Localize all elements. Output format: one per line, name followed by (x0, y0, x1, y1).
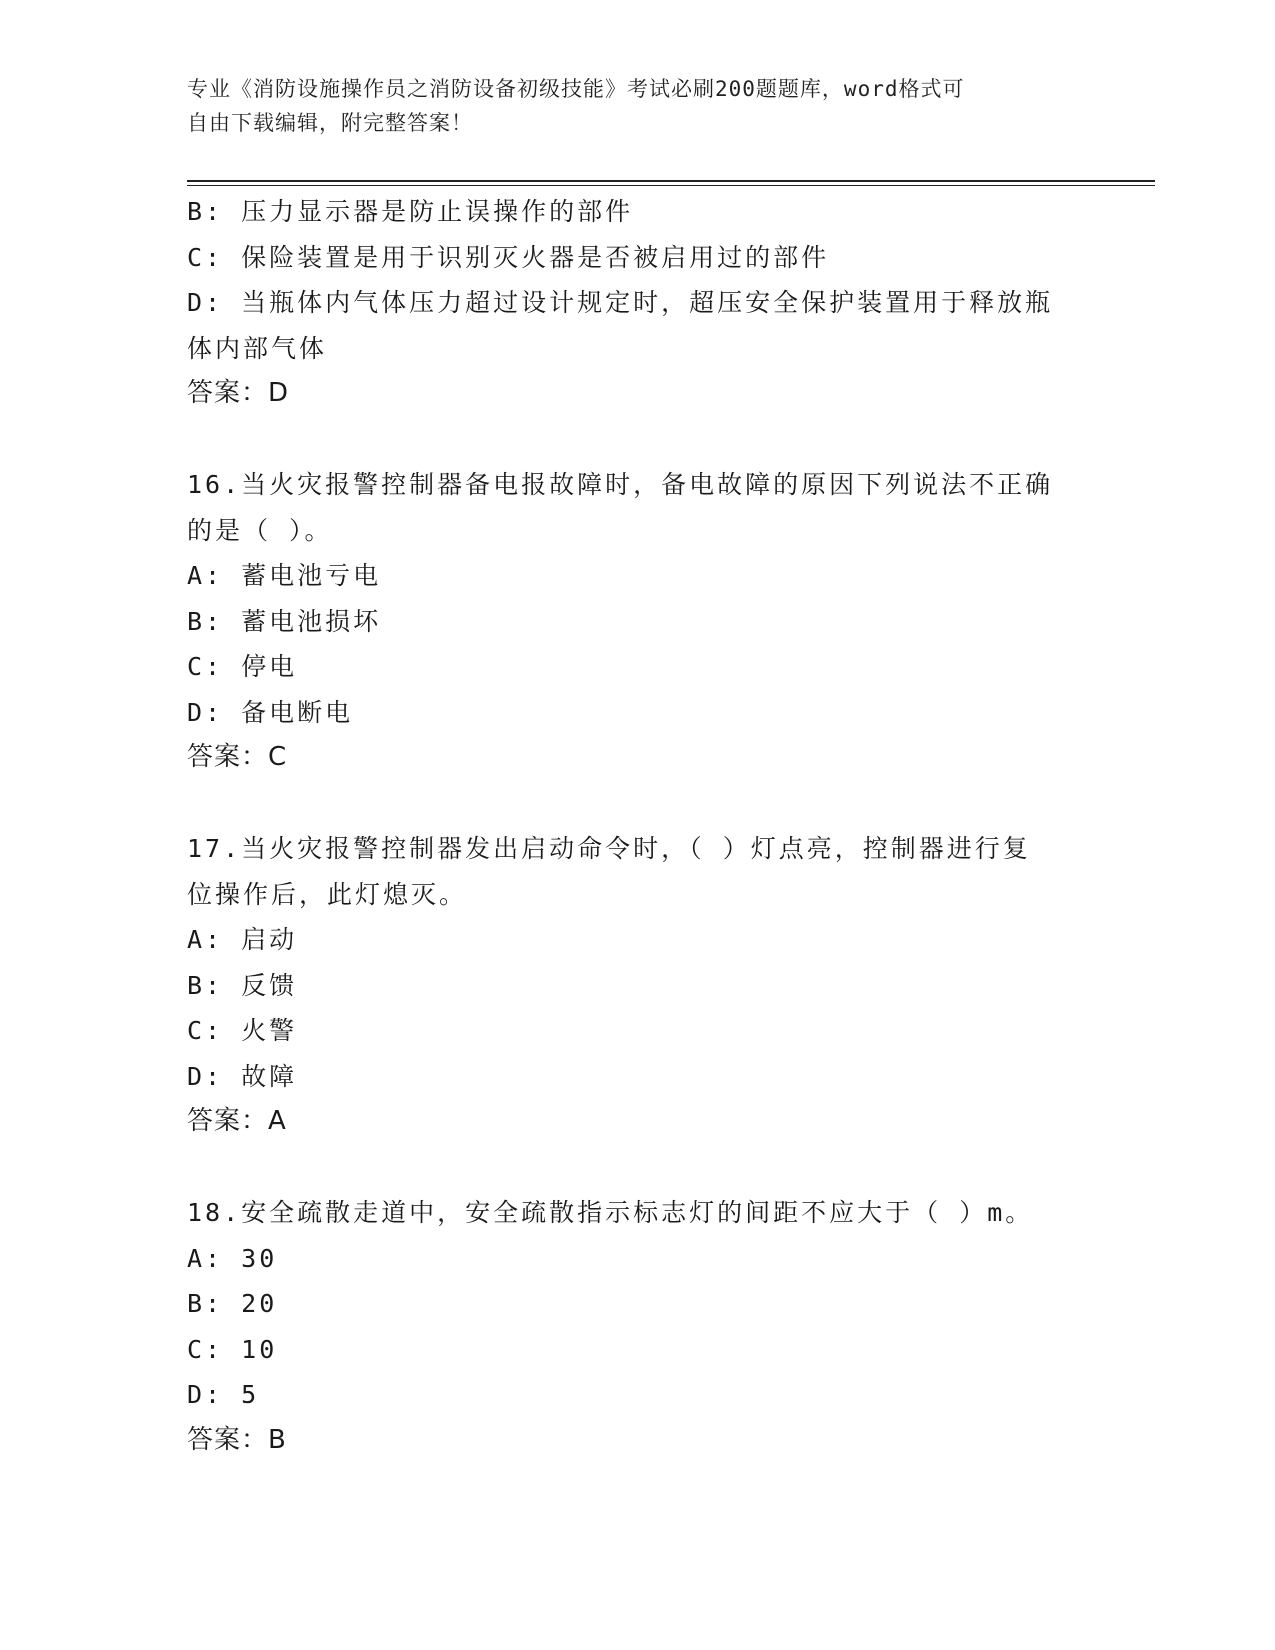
question-stem-continued: 的是（ ）。 (187, 515, 333, 545)
option-d: D: 5 (187, 1380, 260, 1409)
question-stem: 16.当火灾报警控制器备电报故障时，备电故障的原因下列说法不正确 (187, 470, 1054, 499)
option-b: B: 20 (187, 1289, 278, 1318)
answer: 答案：A (187, 1106, 287, 1136)
option-a: A: 蓄电池亏电 (187, 561, 382, 590)
option-a: A: 启动 (187, 925, 298, 954)
option-c: C: 10 (187, 1334, 278, 1364)
spacer (187, 417, 1087, 463)
question-17 (187, 826, 1087, 1145)
question-15-continued (187, 189, 1087, 417)
option-b: B: 反馈 (187, 970, 298, 1000)
option-b: B: 压力显示器是防止误操作的部件 (187, 197, 634, 226)
option-a: A: 30 (187, 1243, 278, 1273)
answer: 答案：D (187, 378, 290, 408)
question-16 (187, 462, 1087, 781)
question-18 (187, 1190, 1087, 1463)
option-c: C: 保险装置是用于识别灭火器是否被启用过的部件 (187, 242, 830, 272)
option-b: B: 蓄电池损坏 (187, 606, 382, 636)
answer: 答案：B (187, 1424, 287, 1455)
question-stem: 17.当火灾报警控制器发出启动命令时，（ ）灯点亮，控制器进行复 (187, 834, 1031, 863)
answer: 答案：C (187, 742, 288, 772)
question-list (187, 189, 1087, 1463)
header-divider-thin (187, 185, 1155, 186)
option-c: C: 火警 (187, 1016, 298, 1045)
option-d: D: 当瓶体内气体压力超过设计规定时，超压安全保护装置用于释放瓶 (187, 288, 1054, 317)
header-line-1: 专业《消防设施操作员之消防设备初级技能》考试必刷200题题库，word格式可 (187, 77, 965, 101)
spacer (187, 781, 1087, 827)
spacer (187, 1145, 1087, 1191)
option-c: C: 停电 (187, 652, 298, 681)
header-divider-thick (187, 180, 1155, 182)
header-line-2: 自由下载编辑，附完整答案！ (187, 111, 473, 135)
question-stem: 18.安全疏散走道中，安全疏散指示标志灯的间距不应大于（ ）m。 (187, 1198, 1034, 1227)
question-stem-continued: 位操作后，此灯熄灭。 (187, 879, 468, 909)
option-d: D: 备电断电 (187, 697, 354, 727)
document-header (187, 72, 1067, 140)
option-d: D: 故障 (187, 1061, 298, 1091)
option-d-continued: 体内部气体 (187, 333, 328, 363)
